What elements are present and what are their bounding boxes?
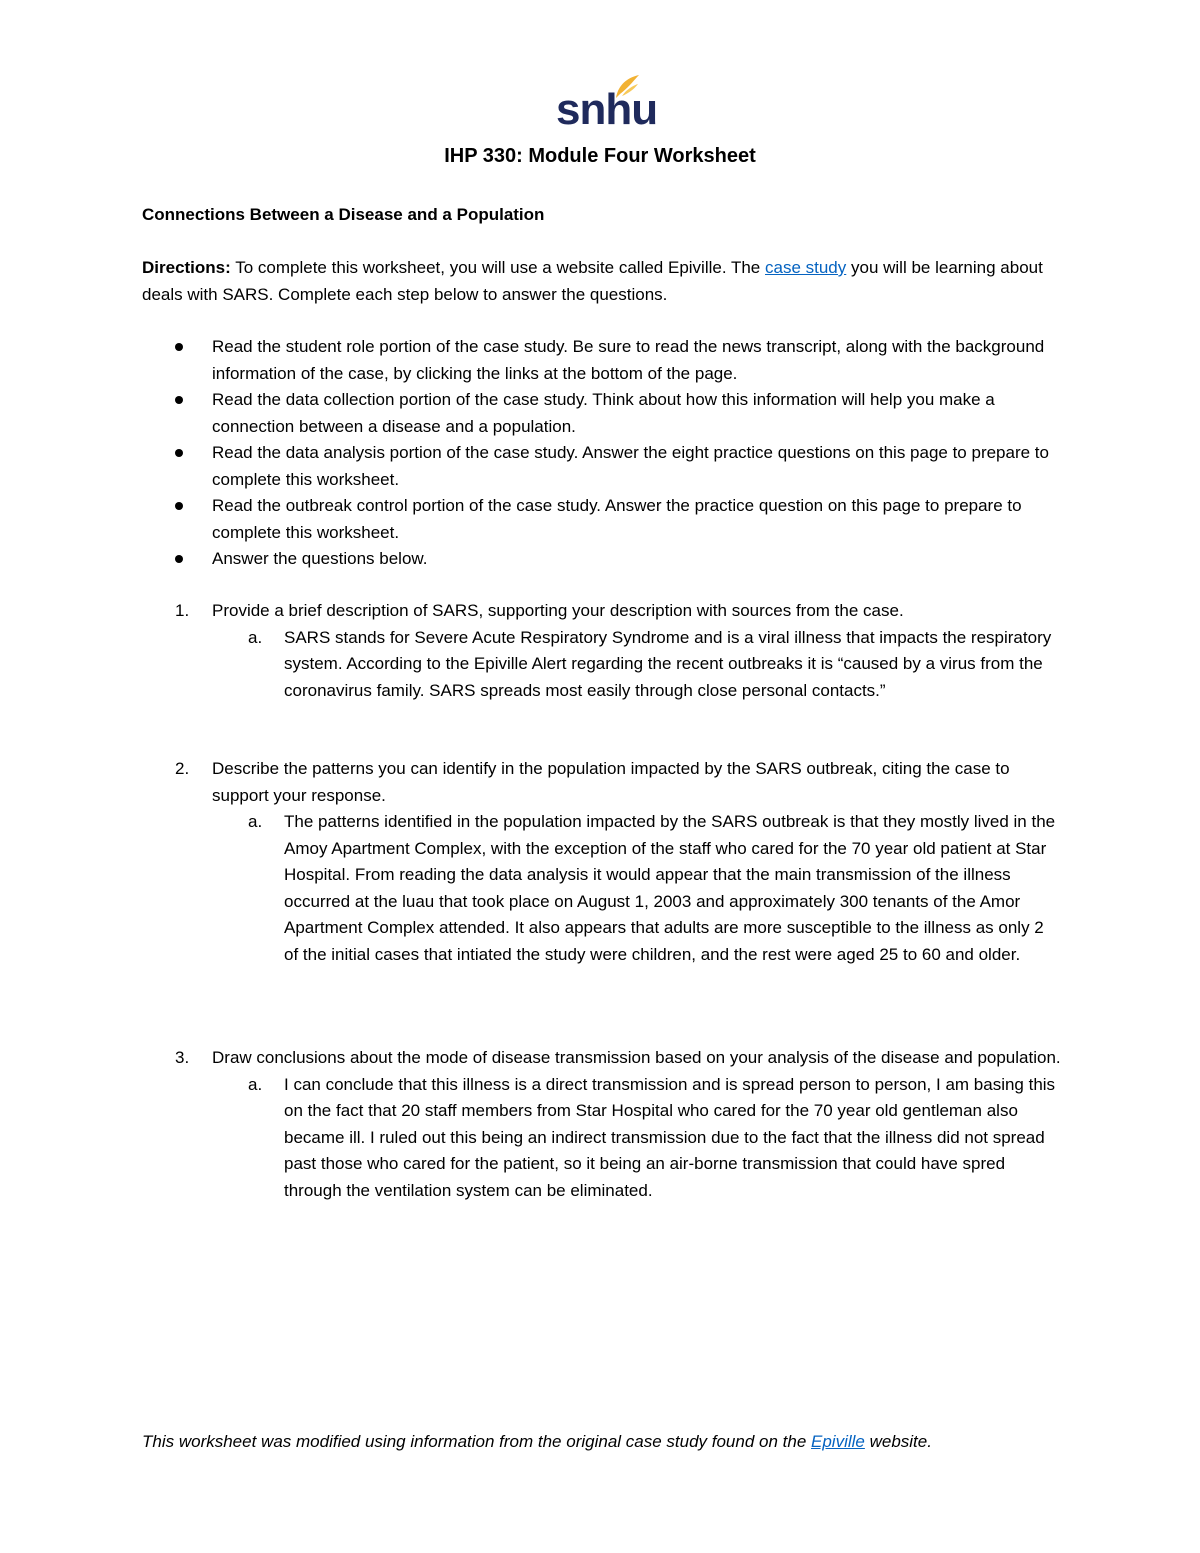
list-item: [142, 493, 1062, 546]
question-text-block: [142, 598, 1062, 625]
question-2: [142, 756, 1062, 968]
snhu-logo: [556, 74, 658, 134]
steps-list: [142, 334, 1062, 573]
question-text-block: [142, 756, 1062, 809]
answer-block: [142, 625, 1062, 705]
bullet-icon: [175, 343, 183, 351]
answer-letter: a.: [248, 627, 263, 647]
bullet-icon: [175, 396, 183, 404]
question-text: Provide a brief description of SARS, supporting your description with sources from the case.: [212, 601, 904, 620]
list-item: [142, 440, 1062, 493]
question-number: 3.: [175, 1048, 190, 1067]
case-study-link[interactable]: case study: [765, 258, 847, 277]
list-item-text: Read the student role portion of the case study. Be sure to read the news transcript, along with the background information of the case, by clicking the links at the bottom of the page.: [212, 337, 1045, 383]
answer-block: [142, 1072, 1062, 1205]
answer-letter: a.: [248, 812, 263, 831]
answer-text: SARS stands for Severe Acute Respiratory Syndrome and is a viral illness that impacts the respiratory system. According to the Epiville Alert regarding the recent outbreaks it is “caused by a virus from the coronavirus family. SARS spreads most easily through close personal contacts.”: [284, 627, 1052, 700]
answer-text: I can conclude that this illness is a direct transmission and is spread person to person, I am basing this on the fact that 20 staff members from Star Hospital who cared for the 70 year old gentleman also became ill. I ruled out this being an indirect transmission due to the fact that the illness did not spread past those who cared for the patient, so it being an air-borne transmission that could have spred through the ventilation system can be eliminated.: [284, 1074, 1056, 1200]
page-title: IHP 330: Module Four Worksheet: [444, 145, 756, 167]
footer-text-before: This worksheet was modified using information from the original case study found on the: [142, 1432, 812, 1451]
list-item: [142, 334, 1062, 387]
logo-text: snhu: [556, 85, 658, 134]
directions-text-after: you will be learning about deals with SARS. Complete each step below to answer the questions.: [142, 258, 1043, 304]
list-item-text: Read the data collection portion of the case study. Think about how this information will help you make a connection between a disease and a population.: [212, 390, 995, 436]
bullet-icon: [175, 555, 183, 563]
list-item: [142, 387, 1062, 440]
question-text-block: [142, 1045, 1062, 1072]
answer-block: [142, 809, 1062, 968]
bullet-icon: [175, 502, 183, 510]
bullet-icon: [175, 449, 183, 457]
question-1: [142, 598, 1062, 704]
question-text: Draw conclusions about the mode of disease transmission based on your analysis of the disease and population.: [212, 1048, 1061, 1067]
list-item: [142, 546, 1062, 573]
list-item-text: Read the data analysis portion of the case study. Answer the eight practice questions on this page to prepare to complete this worksheet.: [212, 443, 1049, 489]
directions-label: Directions:: [142, 258, 231, 277]
directions-text-before: To complete this worksheet, you will use a website called Epiville. The: [230, 258, 765, 277]
question-text: Describe the patterns you can identify in the population impacted by the SARS outbreak, citing the case to support your response.: [212, 759, 1010, 805]
footer-text-after: website.: [864, 1432, 932, 1451]
directions-paragraph: [142, 255, 1062, 308]
answer-text: The patterns identified in the population impacted by the SARS outbreak is that they mostly lived in the Amoy Apartment Complex, with the exception of the staff who cared for the 70 year old patient at Star Hospital. From reading the data analysis it would appear that the main transmission of the illness occurred at the luau that took place on August 1, 2003 and approximately 300 tenants of the Amor Apartment Complex attended. It also appears that adults are more susceptible to the illness as only 2 of the initial cases that intiated the study were children, and the rest were aged 25 to 60 and older.: [284, 812, 1056, 964]
answer-letter: a.: [248, 1074, 263, 1094]
question-number: 1.: [175, 601, 190, 620]
epiville-link[interactable]: Epiville: [811, 1432, 865, 1451]
section-heading: Connections Between a Disease and a Population: [142, 205, 545, 224]
footer-note: [142, 1428, 1062, 1455]
question-3: [142, 1045, 1062, 1204]
question-number: 2.: [175, 759, 190, 778]
list-item-text: Answer the questions below.: [212, 549, 428, 568]
list-item-text: Read the outbreak control portion of the case study. Answer the practice question on this page to prepare to complete this worksheet.: [212, 496, 1022, 542]
